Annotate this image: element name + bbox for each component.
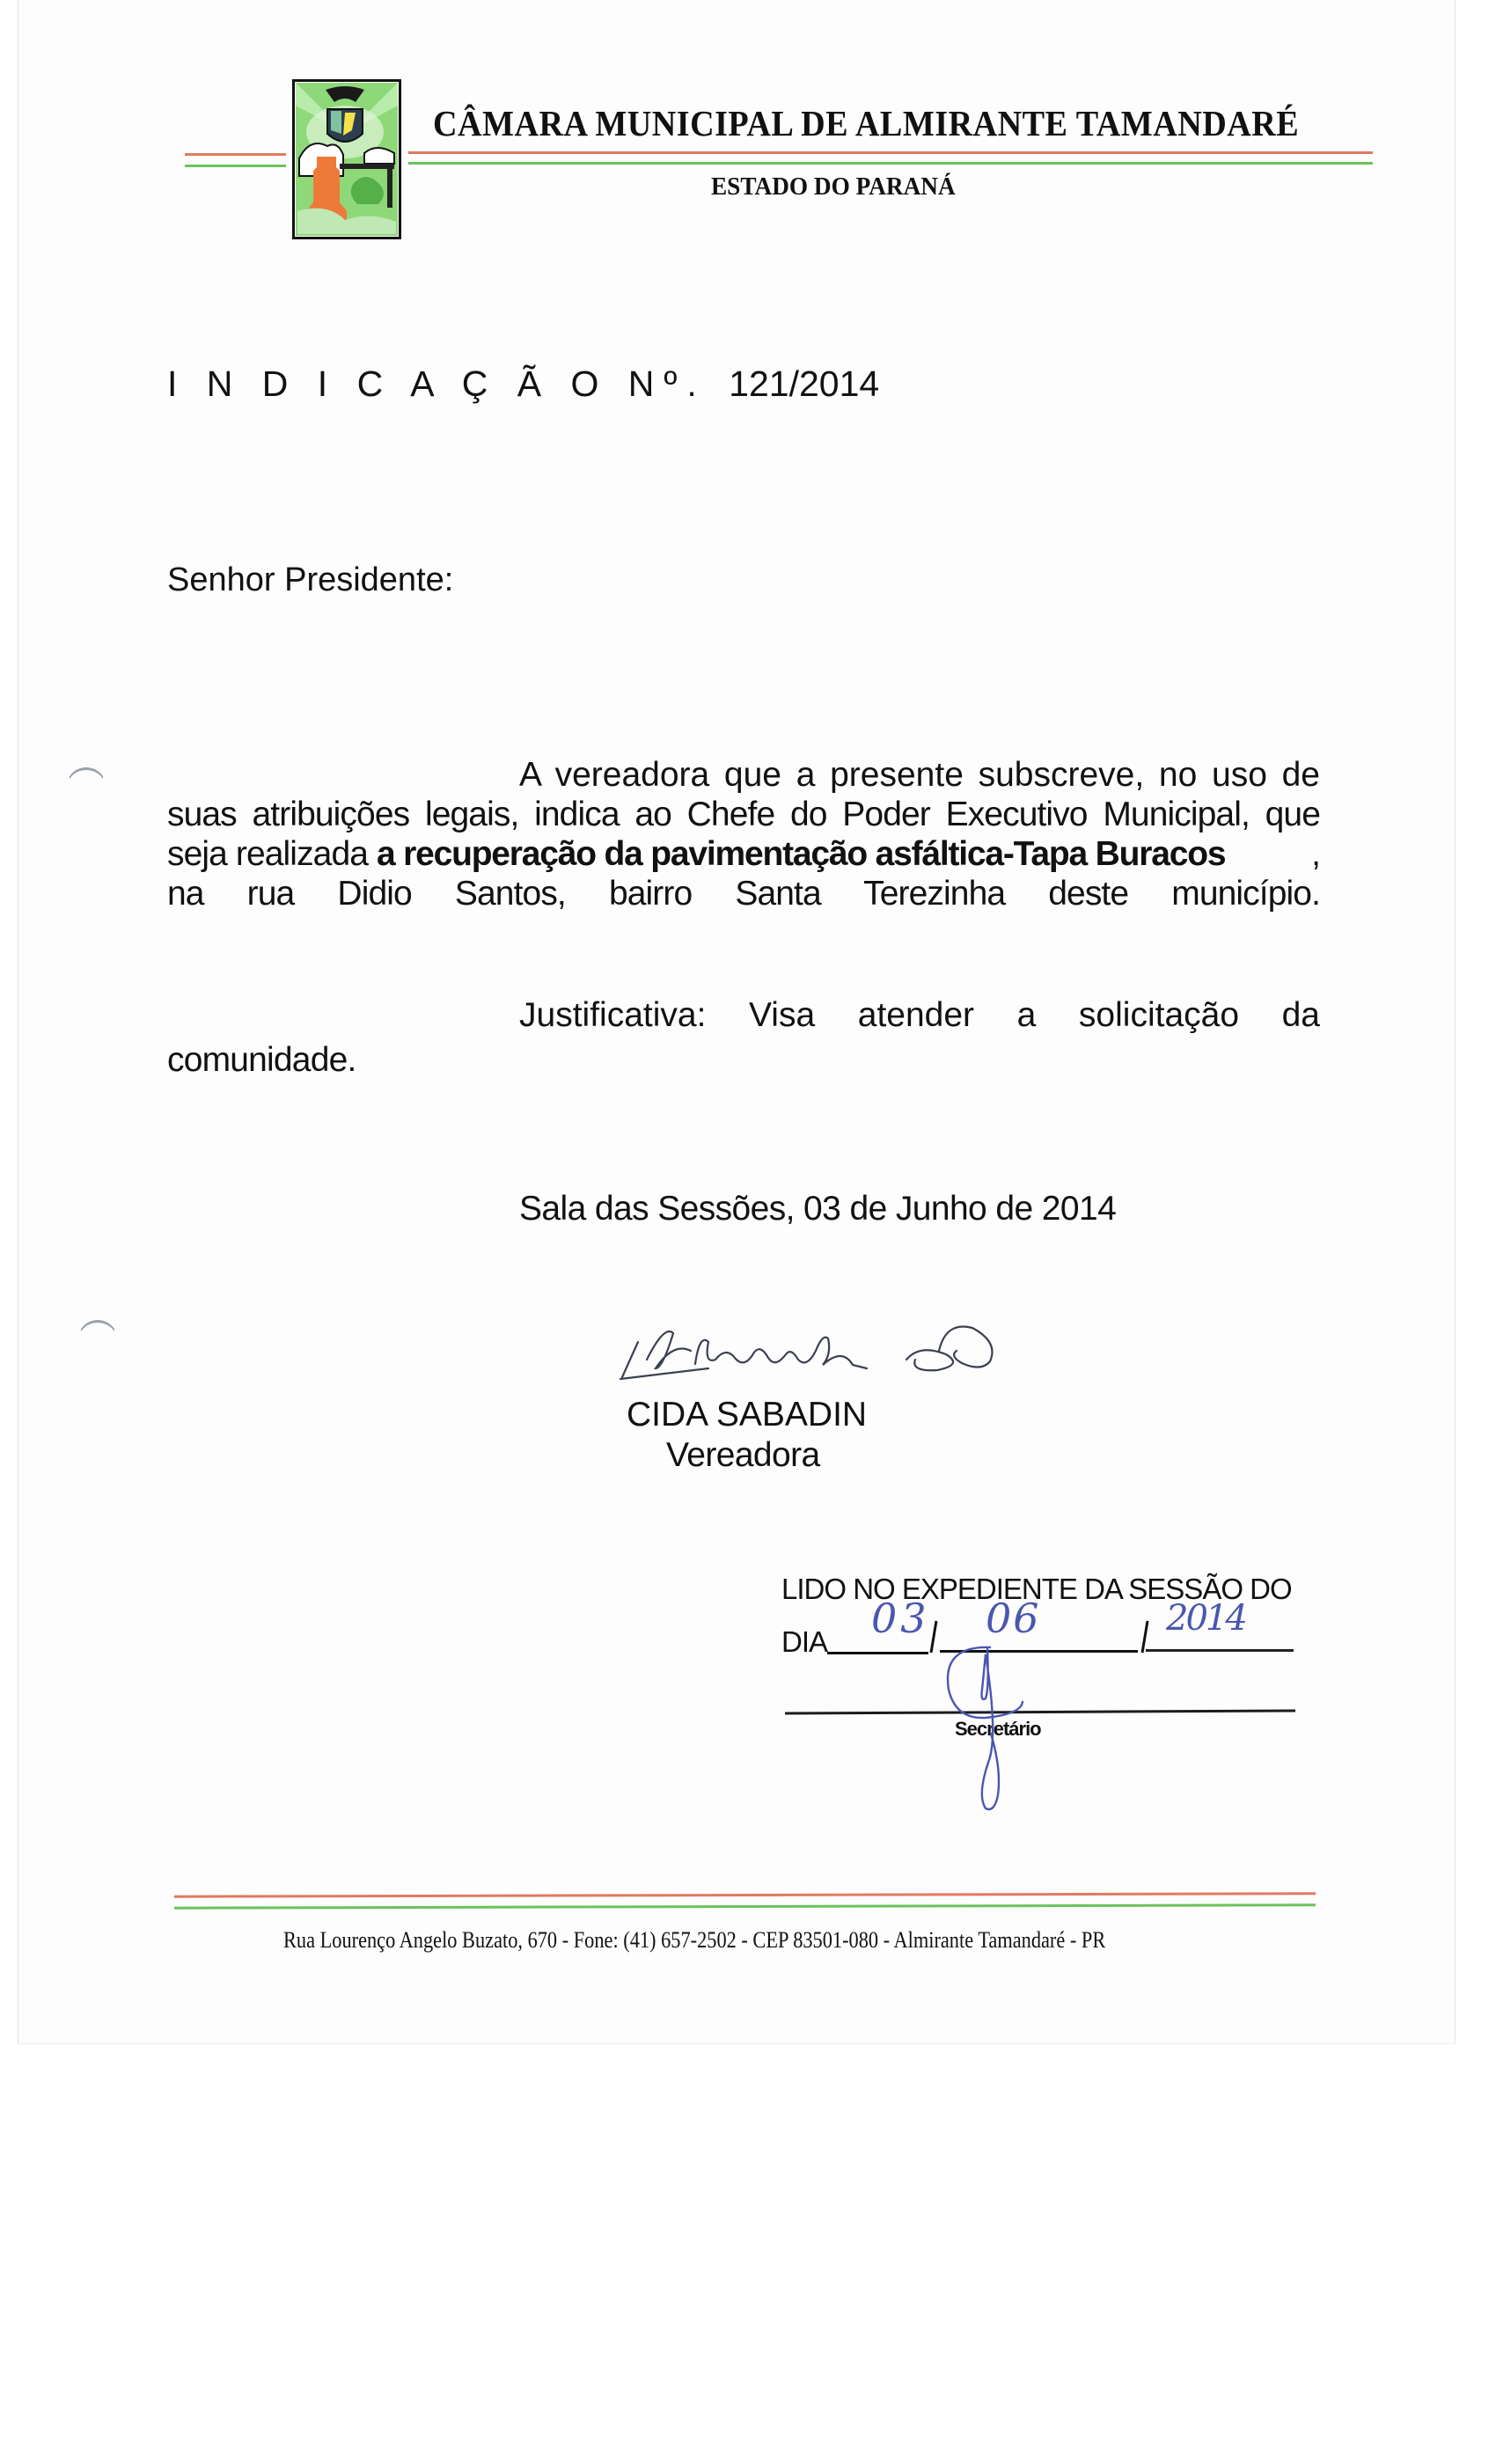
place-and-date: Sala das Sessões, 03 de Junho de 2014 bbox=[519, 1190, 1117, 1228]
body-line bbox=[167, 834, 1320, 874]
document-heading bbox=[167, 363, 879, 405]
handwritten-year: 2014 bbox=[1166, 1598, 1245, 1639]
salutation: Senhor Presidente: bbox=[167, 561, 454, 598]
header-rule-red-left bbox=[185, 153, 286, 156]
handwritten-month: 06 bbox=[986, 1595, 1041, 1642]
comma: , bbox=[1311, 835, 1320, 873]
signer-role: Vereadora bbox=[666, 1436, 820, 1474]
date-year-line bbox=[1146, 1649, 1294, 1652]
document-number: 121/2014 bbox=[729, 363, 880, 404]
date-separator-slash bbox=[1126, 1617, 1162, 1656]
punch-hole-mark bbox=[77, 1320, 118, 1361]
body-text: seja realizada bbox=[167, 835, 369, 873]
reading-stamp-title: LIDO NO EXPEDIENTE DA SESSÃO DO bbox=[781, 1573, 1292, 1605]
header-rule-red bbox=[408, 151, 1373, 154]
secretary-label: Secretário bbox=[955, 1718, 1041, 1740]
body-paragraph bbox=[167, 755, 1320, 913]
footer-address: Rua Lourenço Angelo Buzato, 670 - Fone: (41) 657-2502 - CEP 83501-080 - Almirante Tamandaré - PR bbox=[283, 1927, 1106, 1953]
secretary-signature bbox=[924, 1637, 1065, 1813]
municipal-coat-of-arms-icon bbox=[292, 79, 401, 239]
punch-hole-mark bbox=[66, 767, 106, 809]
councilwoman-signature bbox=[612, 1316, 1025, 1386]
justification-continuation: comunidade. bbox=[167, 1041, 356, 1079]
header-rule-green-left bbox=[185, 165, 286, 167]
header-rule-green bbox=[408, 162, 1373, 165]
institution-name: CÂMARA MUNICIPAL DE ALMIRANTE TAMANDARÉ bbox=[433, 103, 1300, 143]
body-line: suas atribuições legais, indica ao Chefe do Poder Executivo Municipal, que bbox=[167, 796, 1320, 833]
handwritten-day: 03 bbox=[871, 1595, 930, 1642]
reading-stamp-day-label: DIA bbox=[781, 1625, 828, 1658]
request-highlight: a recuperação da pavimentação asfáltica-Tapa Buracos bbox=[376, 835, 1226, 873]
justification-line: Justificativa: Visa atender a solicitação da bbox=[519, 996, 1320, 1034]
date-day-line bbox=[827, 1652, 928, 1654]
body-line: A vereadora que a presente subscreve, no uso de bbox=[519, 756, 1320, 794]
signer-name: CIDA SABADIN bbox=[627, 1396, 868, 1434]
body-line: na rua Didio Santos, bairro Santa Terezinha deste município. bbox=[167, 875, 1320, 913]
document-type: I N D I C A Ç Ã O Nº. bbox=[167, 363, 707, 404]
state-name: ESTADO DO PARANÁ bbox=[711, 172, 956, 201]
